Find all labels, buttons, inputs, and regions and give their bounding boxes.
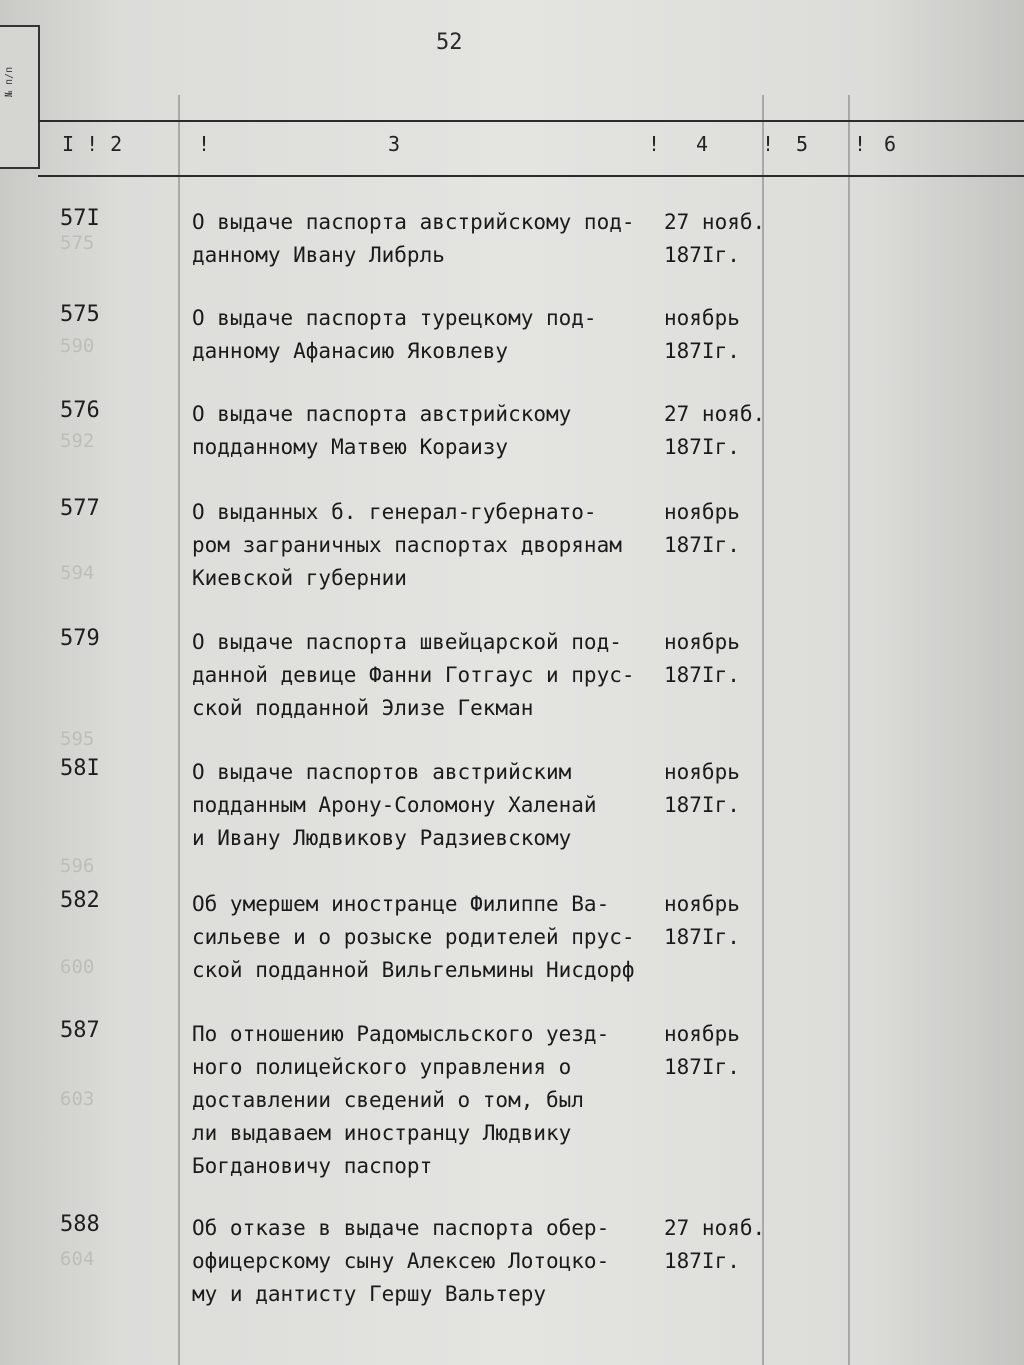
entry-number: 579 <box>60 626 100 651</box>
left-index-tab <box>0 25 40 169</box>
bleed-number: 595 <box>60 728 95 750</box>
column-divider <box>762 95 764 1365</box>
column-divider <box>848 95 850 1365</box>
entry-description: О выдаче паспорта турецкому под- данному Афанасию Яковлеву <box>192 306 597 363</box>
column-header-separator: ! <box>762 132 775 156</box>
entry-number: 588 <box>60 1212 100 1237</box>
entry-date: 27 нояб. 187Iг. <box>664 402 766 459</box>
entry-description: Об умершем иностранце Филиппе Ва- сильеве и о розыске родителей прус- ской подданной Вильгельмины Нисдорф <box>192 892 635 982</box>
entry-date: ноябрь 187Iг. <box>664 630 740 687</box>
entry-date: ноябрь 187Iг. <box>664 306 740 363</box>
header-rule-top <box>38 120 1024 122</box>
bleed-number: 590 <box>60 335 95 357</box>
left-tab-label: № п/п <box>4 66 15 97</box>
entry-description: По отношению Радомысльского уезд- ного полицейского управления о доставлении сведений о том, был ли выдаваем иностранцу Людвику Богдановичу паспорт <box>192 1022 610 1178</box>
bleed-number: 594 <box>60 562 95 584</box>
column-header-6: 6 <box>884 132 897 156</box>
column-header-5: 5 <box>796 132 809 156</box>
page-number: 52 <box>436 30 463 55</box>
column-header-4: 4 <box>696 132 709 156</box>
bleed-number: 603 <box>60 1088 95 1110</box>
bleed-number: 596 <box>60 855 95 877</box>
column-header-separator: ! <box>854 132 867 156</box>
bleed-number: 600 <box>60 956 95 978</box>
entry-description: Об отказе в выдаче паспорта обер- офицерскому сыну Алексею Лотоцко- му и дантисту Гершу Вальтеру <box>192 1216 610 1306</box>
column-header-3: 3 <box>388 132 401 156</box>
column-header-separator: ! <box>198 132 211 156</box>
column-header-separator: ! <box>648 132 661 156</box>
header-rule-bottom <box>38 175 1024 177</box>
entry-description: О выданных б. генерал-губернато- ром заграничных паспортах дворянам Киевской губернии <box>192 500 622 590</box>
column-header-1-2: I ! 2 <box>62 132 123 156</box>
entry-description: О выдаче паспорта австрийскому под- данному Ивану Либрль <box>192 210 635 267</box>
entry-number: 582 <box>60 888 100 913</box>
entry-number: 57I <box>60 206 100 231</box>
entry-number: 576 <box>60 398 100 423</box>
entry-number: 587 <box>60 1018 100 1043</box>
entry-description: О выдаче паспорта швейцарской под- данной девице Фанни Готгаус и прус- ской подданной Элизе Гекман <box>192 630 635 720</box>
entry-description: О выдаче паспортов австрийским подданным Арону-Соломону Халенай и Ивану Людвикову Радзиевскому <box>192 760 597 850</box>
entry-date: ноябрь 187Iг. <box>664 500 740 557</box>
entry-date: ноябрь 187Iг. <box>664 892 740 949</box>
entry-description: О выдаче паспорта австрийскому подданному Матвею Кораизу <box>192 402 572 459</box>
entry-number: 575 <box>60 302 100 327</box>
entry-number: 58I <box>60 756 100 781</box>
entry-number: 577 <box>60 496 100 521</box>
entry-date: 27 нояб. 187Iг. <box>664 210 766 267</box>
bleed-number: 575 <box>60 232 95 254</box>
entry-date: ноябрь 187Iг. <box>664 1022 740 1079</box>
entry-date: 27 нояб. 187Iг. <box>664 1216 766 1273</box>
entry-date: ноябрь 187Iг. <box>664 760 740 817</box>
column-divider <box>178 95 180 1365</box>
bleed-number: 592 <box>60 430 95 452</box>
bleed-number: 604 <box>60 1248 95 1270</box>
